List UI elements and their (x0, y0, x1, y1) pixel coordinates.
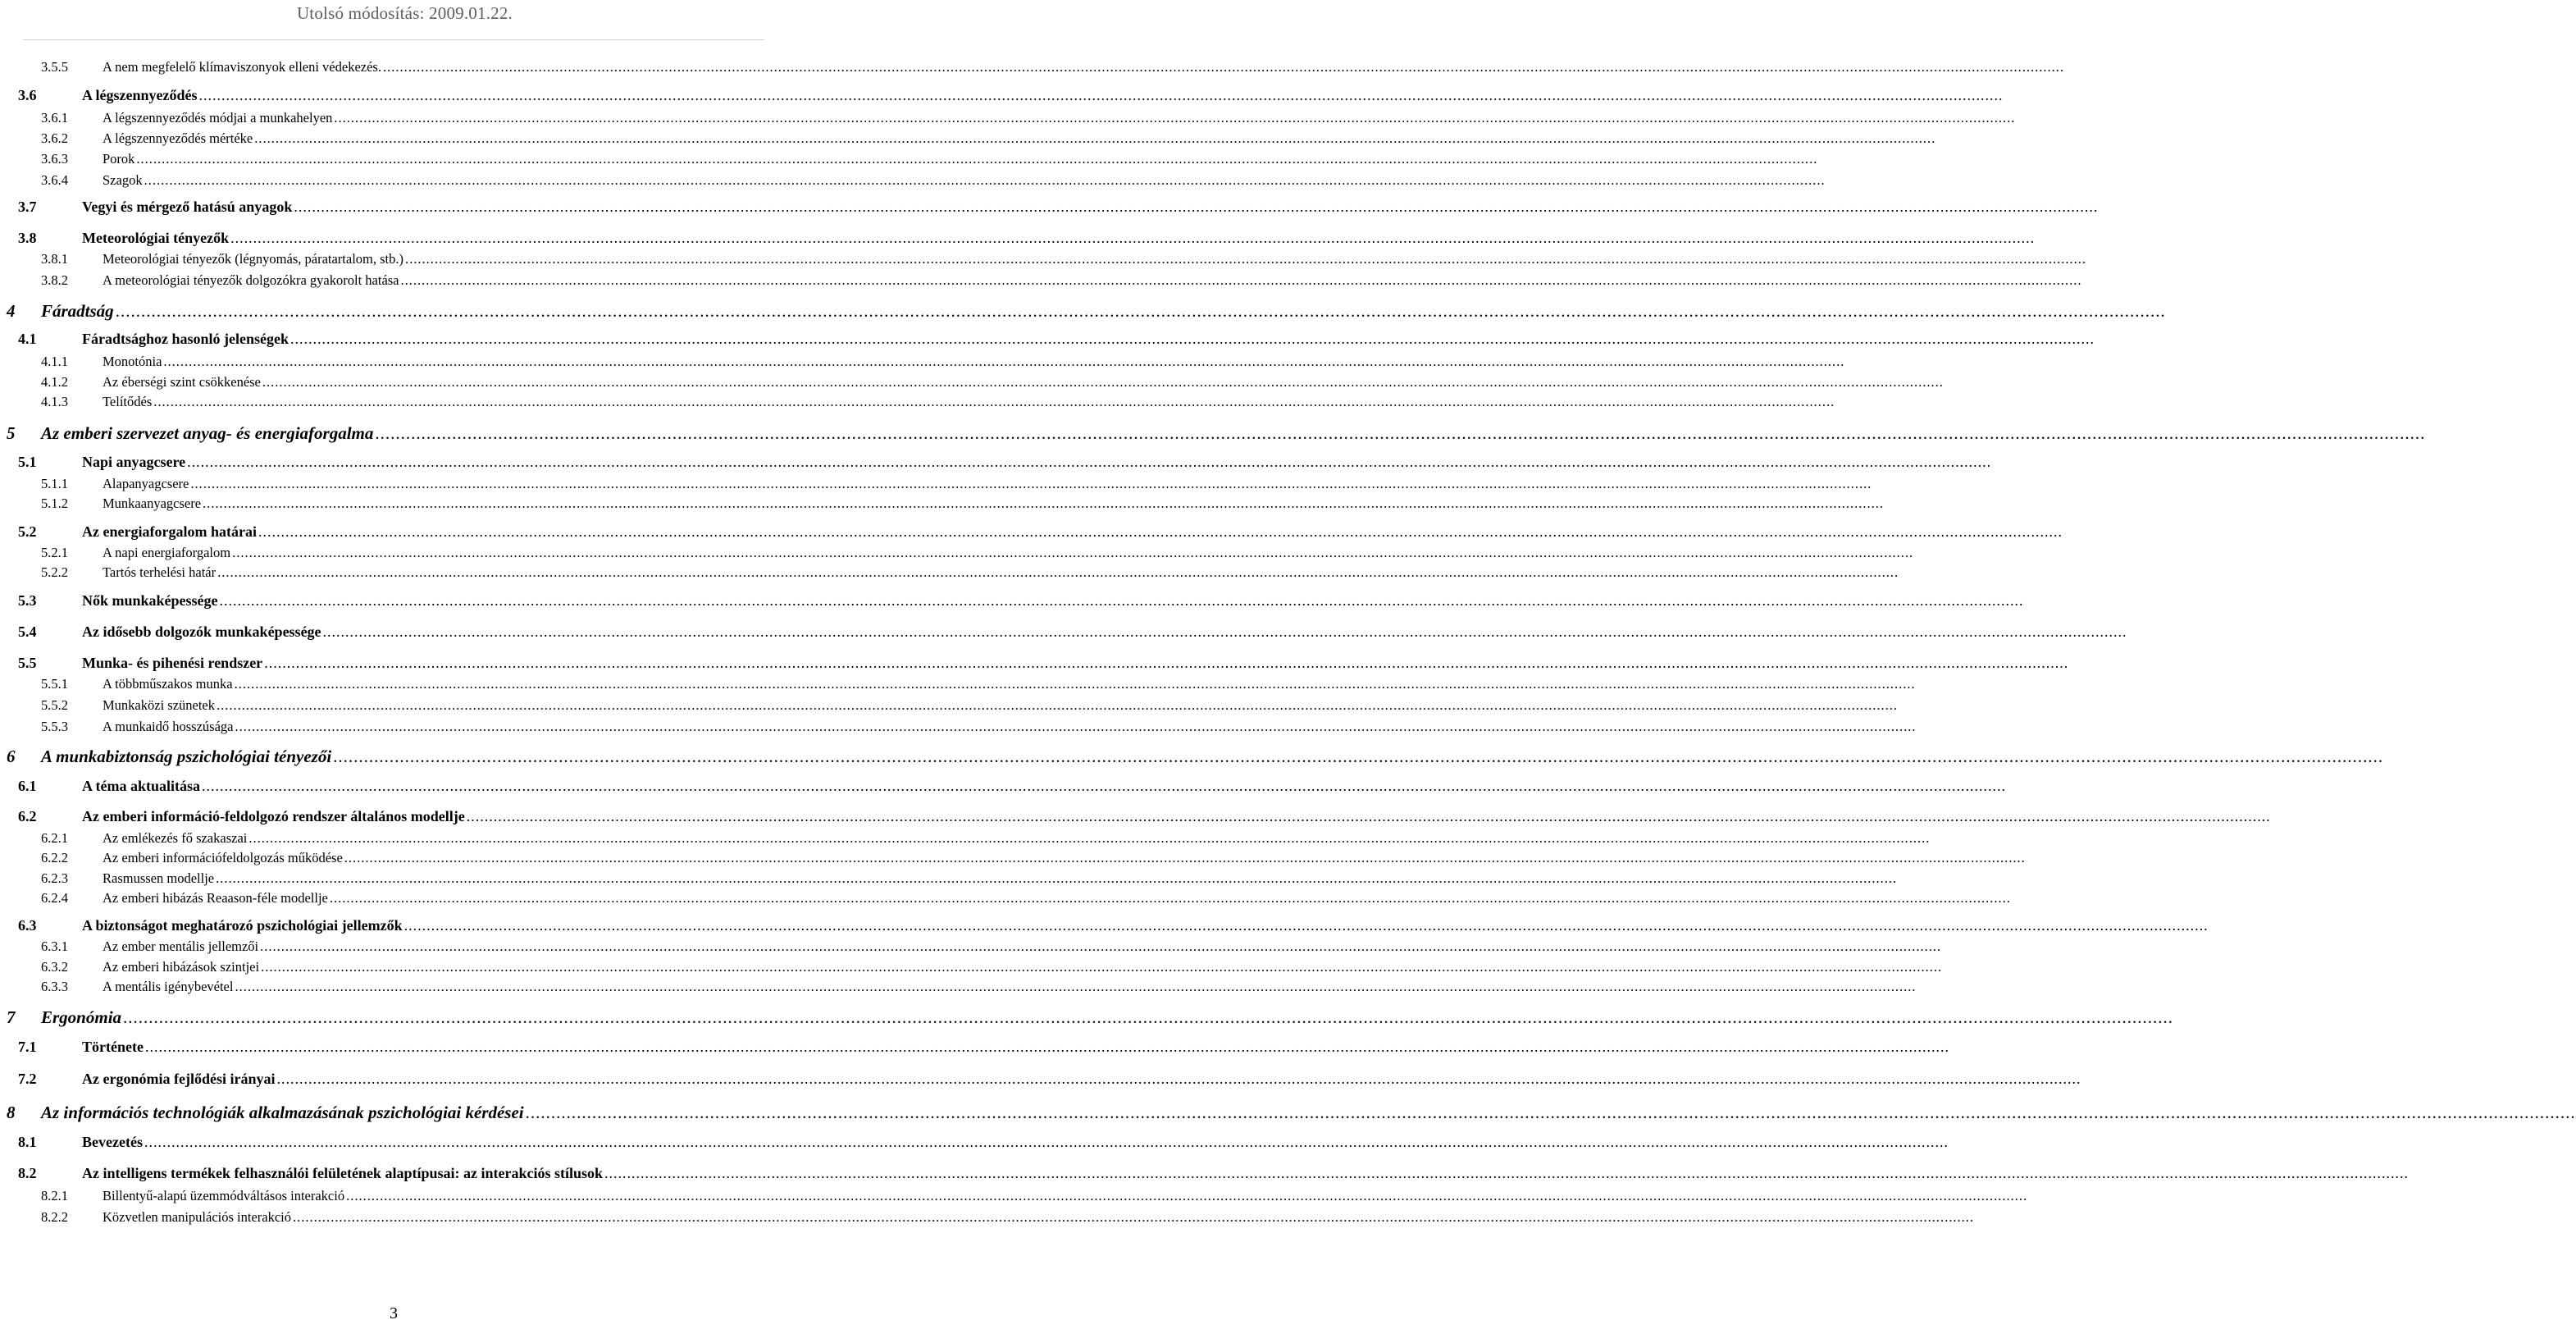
toc-leader-dots: ................................................................................................................................................................................................................................................................................................................................................................................................................ (230, 230, 2036, 246)
toc-entry-number: 4.1 (18, 331, 37, 347)
toc-entry-title: Fáradtság (41, 301, 114, 321)
toc-entry-title: Ergonómia (41, 1007, 122, 1027)
toc-entry-number: 4.1.3 (41, 394, 68, 409)
toc-entry-number: 5.3 (18, 592, 37, 609)
toc-entry-title: Szagok (103, 172, 143, 188)
toc-entry-number: 3.8 (18, 230, 37, 246)
toc-entry-number: 3.7 (18, 199, 37, 215)
toc-leader-dots: ................................................................................................................................................................................................................................................................................................................................................................................................................ (217, 564, 1899, 580)
toc-leader-dots: ................................................................................................................................................................................................................................................................................................................................................................................................................ (405, 251, 2087, 267)
toc-entry-number: 6.2 (18, 808, 37, 824)
toc-entry-number: 3.6.3 (41, 151, 68, 167)
toc-leader-dots: ................................................................................................................................................................................................................................................................................................................................................................................................................ (235, 719, 1917, 734)
toc-entry-number: 8.1 (18, 1134, 37, 1150)
toc-entry-number: 5.1.2 (41, 496, 68, 511)
toc-entry-title: A mentális igénybevétel (103, 979, 234, 994)
toc-entry-title: Az emberi információ-feldolgozó rendszer általános modellje (82, 808, 465, 824)
toc-leader-dots: ................................................................................................................................................................................................................................................................................................................................................................................................................ (144, 172, 1826, 188)
toc-entry-number: 6 (7, 747, 16, 766)
toc-leader-dots: ................................................................................................................................................................................................................................................................................................................................................................................................................ (187, 454, 1992, 470)
toc-entry-number: 5.1 (18, 454, 37, 470)
toc-entry-number: 8.2.2 (41, 1209, 68, 1225)
toc-entry-number: 6.3.2 (41, 959, 68, 975)
toc-leader-dots: ................................................................................................................................................................................................................................................................................................................................................................................................................ (203, 496, 1885, 511)
toc-entry-title: A munkabiztonság pszichológiai tényezői (41, 747, 332, 766)
toc-entry-title: A biztonságot meghatározó pszichológiai jellemzők (82, 917, 403, 934)
toc-leader-dots: ................................................................................................................................................................................................................................................................................................................................................................................................................ (261, 959, 1943, 975)
toc-leader-dots: ................................................................................................................................................................................................................................................................................................................................................................................................................ (234, 676, 1916, 692)
toc-leader-dots: ................................................................................................................................................................................................................................................................................................................................................................................................................ (400, 272, 2082, 288)
toc-leader-dots: ................................................................................................................................................................................................................................................................................................................................................................................................................ (276, 1071, 2081, 1087)
toc-entry-number: 4 (7, 301, 16, 321)
toc-entry-title: A munkaidő hosszúsága (103, 719, 234, 734)
toc-leader-dots: ................................................................................................................................................................................................................................................................................................................................................................................................................ (144, 1039, 1949, 1055)
toc-entry-number: 5 (7, 423, 16, 443)
toc-entry-title: Az emberi hibázások szintjei (103, 959, 260, 975)
toc-entry-number: 3.5.5 (41, 59, 68, 75)
toc-entry-title: Billentyű-alapú üzemmódváltásos interakció (103, 1188, 345, 1203)
toc-entry-number: 6.2.1 (41, 830, 68, 846)
toc-entry-title: A téma aktualitása (82, 778, 200, 794)
toc-leader-dots: ................................................................................................................................................................................................................................................................................................................................................................................................................ (290, 331, 2095, 347)
toc-entry-title: Alapanyagcsere (103, 476, 189, 491)
toc-leader-dots: ................................................................................................................................................................................................................................................................................................................................................................................................................ (294, 199, 2099, 215)
toc-entry-title: Az emberi hibázás Reaason-féle modellje (103, 890, 328, 906)
toc-entry-title: A légszennyeződés mértéke (103, 130, 253, 146)
toc-entry-number: 5.5.1 (41, 676, 68, 692)
page-number: 3 (390, 1304, 398, 1322)
toc-leader-dots: ................................................................................................................................................................................................................................................................................................................................................................................................................ (334, 110, 2016, 126)
toc-leader-dots: ................................................................................................................................................................................................................................................................................................................................................................................................................ (375, 423, 2426, 443)
toc-entry-title: Rasmussen modellje (103, 870, 215, 886)
toc-entry-title: Porok (103, 151, 135, 167)
toc-entry-number: 3.8.1 (41, 251, 68, 267)
toc-entry-number: 5.1.1 (41, 476, 68, 491)
toc-entry-number: 5.4 (18, 623, 37, 640)
toc-entry-title: A napi energiaforgalom (103, 545, 231, 560)
toc-entry-number: 4.1.2 (41, 374, 68, 390)
toc-entry-title: A többműszakos munka (103, 676, 233, 692)
toc-entry-title: Vegyi és mérgező hatású anyagok (82, 199, 293, 215)
toc-entry-title: A légszennyeződés (82, 87, 198, 103)
toc-entry-title: Nők munkaképessége (82, 592, 218, 609)
toc-leader-dots: ................................................................................................................................................................................................................................................................................................................................................................................................................ (333, 747, 2384, 766)
toc-entry-number: 6.2.3 (41, 870, 68, 886)
toc-entry-number: 5.5 (18, 655, 37, 671)
toc-leader-dots: ................................................................................................................................................................................................................................................................................................................................................................................................................ (235, 979, 1917, 994)
toc-leader-dots: ................................................................................................................................................................................................................................................................................................................................................................................................................ (202, 778, 2006, 794)
toc-leader-dots: ................................................................................................................................................................................................................................................................................................................................................................................................................ (346, 1188, 2028, 1203)
toc-leader-dots: ................................................................................................................................................................................................................................................................................................................................................................................................................ (258, 523, 2063, 540)
toc-entry-number: 4.1.1 (41, 354, 68, 369)
toc-entry-title: Munka- és pihenési rendszer (82, 655, 263, 671)
toc-entry-title: Az emberi információfeldolgozás működése (103, 850, 343, 865)
toc-entry-number: 5.2.2 (41, 564, 68, 580)
toc-entry-title: A nem megfelelő klímaviszonyok elleni védekezés. (103, 59, 381, 75)
toc-entry-number: 8.2.1 (41, 1188, 68, 1203)
toc-entry-number: 6.2.2 (41, 850, 68, 865)
toc-entry-title: Az emberi szervezet anyag- és energiaforgalma (41, 423, 374, 443)
toc-leader-dots: ................................................................................................................................................................................................................................................................................................................................................................................................................ (260, 939, 1942, 954)
toc-entry-number: 7.2 (18, 1071, 37, 1087)
toc-leader-dots: ................................................................................................................................................................................................................................................................................................................................................................................................................ (344, 850, 2026, 865)
toc-entry-title: A meteorológiai tényezők dolgozókra gyakorolt hatása (103, 272, 399, 288)
toc-entry-number: 8 (7, 1103, 16, 1122)
header-divider (23, 39, 764, 40)
toc-entry-title: Meteorológiai tényezők (82, 230, 230, 246)
toc-leader-dots: ................................................................................................................................................................................................................................................................................................................................................................................................................ (144, 1134, 1949, 1150)
toc-leader-dots: ................................................................................................................................................................................................................................................................................................................................................................................................................ (525, 1103, 2576, 1122)
toc-entry-number: 3.6.2 (41, 130, 68, 146)
toc-entry-title: Telítődés (103, 394, 153, 409)
toc-entry-title: Az ember mentális jellemzői (103, 939, 259, 954)
toc-entry-title: Tartós terhelési határ (103, 564, 217, 580)
toc-leader-dots: ................................................................................................................................................................................................................................................................................................................................................................................................................ (403, 917, 2209, 934)
toc-leader-dots: ................................................................................................................................................................................................................................................................................................................................................................................................................ (190, 476, 1872, 491)
toc-leader-dots: ................................................................................................................................................................................................................................................................................................................................................................................................................ (254, 130, 1936, 146)
toc-entry-title: Az idősebb dolgozók munkaképessége (82, 623, 321, 640)
toc-leader-dots: ................................................................................................................................................................................................................................................................................................................................................................................................................ (219, 592, 2024, 609)
toc-entry-title: Az emlékezés fő szakaszai (103, 830, 248, 846)
toc-leader-dots: ................................................................................................................................................................................................................................................................................................................................................................................................................ (293, 1209, 1975, 1225)
toc-entry-title: Fáradtsághoz hasonló jelenségek (82, 331, 289, 347)
toc-entry-title: A légszennyeződés módjai a munkahelyen (103, 110, 333, 126)
toc-entry-title: Története (82, 1039, 144, 1055)
toc-entry-number: 7.1 (18, 1039, 37, 1055)
toc-leader-dots: ................................................................................................................................................................................................................................................................................................................................................................................................................ (163, 354, 1845, 369)
toc-entry-title: Az éberségi szint csökkenése (103, 374, 261, 390)
toc-entry-title: Meteorológiai tényezők (légnyomás, páratartalom, stb.) (103, 251, 404, 267)
toc-entry-number: 6.3.1 (41, 939, 68, 954)
toc-leader-dots: ................................................................................................................................................................................................................................................................................................................................................................................................................ (123, 1007, 2174, 1027)
toc-entry-title: Munkaközi szünetek (103, 697, 216, 713)
toc-entry-number: 8.2 (18, 1165, 37, 1181)
toc-leader-dots: ................................................................................................................................................................................................................................................................................................................................................................................................................ (115, 301, 2166, 321)
toc-entry-title: Közvetlen manipulációs interakció (103, 1209, 292, 1225)
toc-leader-dots: ................................................................................................................................................................................................................................................................................................................................................................................................................ (264, 655, 2069, 671)
toc-entry-number: 5.5.3 (41, 719, 68, 734)
toc-entry-number: 5.5.2 (41, 697, 68, 713)
toc-leader-dots: ................................................................................................................................................................................................................................................................................................................................................................................................................ (329, 890, 2011, 906)
toc-entry-title: Bevezetés (82, 1134, 143, 1150)
toc-leader-dots: ................................................................................................................................................................................................................................................................................................................................................................................................................ (466, 808, 2271, 824)
toc-leader-dots: ................................................................................................................................................................................................................................................................................................................................................................................................................ (153, 394, 1835, 409)
toc-entry-title: Napi anyagcsere (82, 454, 186, 470)
toc-leader-dots: ................................................................................................................................................................................................................................................................................................................................................................................................................ (322, 623, 2127, 640)
toc-entry-number: 7 (7, 1007, 16, 1027)
toc-entry-title: Munkaanyagcsere (103, 496, 202, 511)
toc-entry-number: 6.2.4 (41, 890, 68, 906)
toc-leader-dots: ................................................................................................................................................................................................................................................................................................................................................................................................................ (136, 151, 1818, 167)
toc-entry-number: 5.2.1 (41, 545, 68, 560)
toc-leader-dots: ................................................................................................................................................................................................................................................................................................................................................................................................................ (604, 1165, 2409, 1181)
toc-leader-dots: ................................................................................................................................................................................................................................................................................................................................................................................................................ (217, 697, 1899, 713)
toc-leader-dots: ................................................................................................................................................................................................................................................................................................................................................................................................................ (198, 87, 2004, 103)
toc-entry-number: 3.6.1 (41, 110, 68, 126)
toc-entry-number: 6.3 (18, 917, 37, 934)
toc-entry-title: Az információs technológiák alkalmazásának pszichológiai kérdései (41, 1103, 524, 1122)
toc-leader-dots: ................................................................................................................................................................................................................................................................................................................................................................................................................ (262, 374, 1944, 390)
toc-entry-number: 3.8.2 (41, 272, 68, 288)
toc-entry-title: Az energiaforgalom határai (82, 523, 257, 540)
toc-entry-number: 6.3.3 (41, 979, 68, 994)
toc-entry-number: 3.6 (18, 87, 37, 103)
toc-entry-title: Monotónia (103, 354, 162, 369)
toc-entry-number: 6.1 (18, 778, 37, 794)
toc-entry-number: 3.6.4 (41, 172, 68, 188)
toc-leader-dots: ................................................................................................................................................................................................................................................................................................................................................................................................................ (248, 830, 1931, 846)
toc-entry-title: Az intelligens termékek felhasználói felületének alaptípusai: az interakciós stílusok (82, 1165, 603, 1181)
page-header: Utolsó módosítás: 2009.01.22. (296, 3, 513, 23)
toc-entry-title: Az ergonómia fejlődési irányai (82, 1071, 276, 1087)
toc-leader-dots: ................................................................................................................................................................................................................................................................................................................................................................................................................ (382, 59, 2064, 75)
toc-entry-number: 5.2 (18, 523, 37, 540)
toc-leader-dots: ................................................................................................................................................................................................................................................................................................................................................................................................................ (216, 870, 1898, 886)
toc-leader-dots: ................................................................................................................................................................................................................................................................................................................................................................................................................ (232, 545, 1914, 560)
